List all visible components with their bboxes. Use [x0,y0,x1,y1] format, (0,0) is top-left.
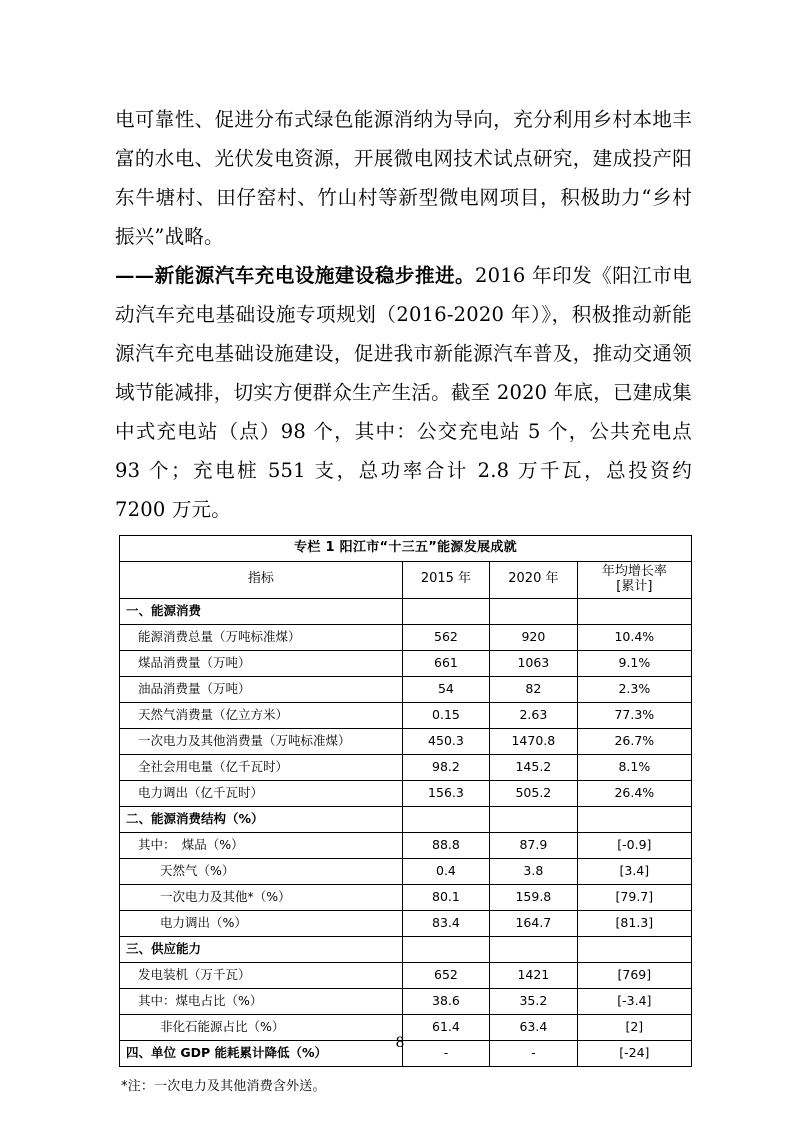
row-value-2020: 920 [490,624,578,650]
row-growth-rate [577,936,691,962]
row-value-2015: 661 [402,650,489,676]
table-row [120,832,692,858]
row-label: 一次电力及其他*（%） [120,884,403,910]
row-value-2015: 98.2 [402,754,489,780]
row-value-2015: 80.1 [402,884,489,910]
row-growth-rate: [769] [577,962,691,988]
row-value-2020: 159.8 [490,884,578,910]
table-row [120,624,692,650]
table-row [120,780,692,806]
row-label: 一次电力及其他消费量（万吨标准煤） [120,728,403,754]
row-value-2015: 88.8 [402,832,489,858]
row-growth-rate [577,806,691,832]
energy-achievements-table [119,535,692,1067]
paragraph-1: 电可靠性、促进分布式绿色能源消纳为导向，充分利用乡村本地丰富的水电、光伏发电资源，开展微电网技术试点研究，建成投产阳东牛塘村、田仔窑村、竹山村等新型微电网项目，积极助力“乡村振兴”战略。 [115,108,692,248]
row-label: 油品消费量（万吨） [120,676,403,702]
table-row [120,598,692,624]
row-value-2015: 450.3 [402,728,489,754]
table-header-row [120,562,692,599]
row-label: 四、单位 GDP 能耗累计降低（%） [120,1040,403,1066]
row-value-2020: 164.7 [490,910,578,936]
row-value-2020 [490,806,578,832]
table-row [120,650,692,676]
paragraph-2 [115,256,692,529]
row-growth-rate: 9.1% [577,650,691,676]
row-value-2020: 1470.8 [490,728,578,754]
row-value-2015 [402,806,489,832]
row-value-2015: - [402,1040,489,1066]
row-label: 天然气消费量（亿立方米） [120,702,403,728]
row-growth-rate: [81.3] [577,910,691,936]
table-row [120,702,692,728]
table-row [120,910,692,936]
row-growth-rate: 2.3% [577,676,691,702]
row-value-2020: 1421 [490,962,578,988]
row-label: 能源消费总量（万吨标准煤） [120,624,403,650]
row-growth-rate: [79.7] [577,884,691,910]
row-label: 煤品消费量（万吨） [120,650,403,676]
table-title: 专栏 1 阳江市“十三五”能源发展成就 [120,536,692,562]
row-label: 其中： 煤品（%） [120,832,403,858]
row-label: 发电装机（万千瓦） [120,962,403,988]
header-growth-rate [577,562,691,599]
row-growth-rate: [2] [577,1014,691,1040]
row-value-2015 [402,598,489,624]
table-row [120,754,692,780]
row-value-2020: 505.2 [490,780,578,806]
row-value-2015: 562 [402,624,489,650]
row-label: 一、能源消费 [120,598,403,624]
row-growth-rate: 10.4% [577,624,691,650]
table-container [115,535,692,1094]
row-value-2020: 145.2 [490,754,578,780]
row-value-2020: 82 [490,676,578,702]
row-value-2020: 1063 [490,650,578,676]
table-row [120,676,692,702]
table-row [120,728,692,754]
row-value-2020: - [490,1040,578,1066]
row-value-2015: 54 [402,676,489,702]
table-row [120,806,692,832]
header-2020: 2020 年 [490,562,578,599]
page-number: 8 [395,1035,405,1051]
row-value-2015 [402,936,489,962]
table-row [120,884,692,910]
header-indicator: 指标 [120,562,403,599]
table-row [120,858,692,884]
row-value-2015: 652 [402,962,489,988]
row-label: 电力调出（亿千瓦时） [120,780,403,806]
row-value-2015: 156.3 [402,780,489,806]
row-value-2020: 3.8 [490,858,578,884]
paragraph-2-rest: 2016 年印发《阳江市电动汽车充电基础设施专项规划（2016-2020 年）》，积极推动新能源汽车充电基础设施建设，促进我市新能源汽车普及，推动交通领域节能减排，切实方便群众生产生活。截至 2020 年底，已建成集中式充电站（点）98 个，其中：公交充电站 5 个，公共充电点 93 个；充电桩 551 支，总功率合计 2.8 万千瓦，总投资约 7200 万元。 [115,264,692,521]
row-label: 非化石能源占比（%） [120,1014,403,1040]
row-label: 三、供应能力 [120,936,403,962]
table-title-row [120,536,692,562]
header-2015: 2015 年 [402,562,489,599]
row-value-2015: 0.4 [402,858,489,884]
row-value-2020 [490,598,578,624]
row-value-2015: 0.15 [402,702,489,728]
row-value-2020: 35.2 [490,988,578,1014]
row-label: 电力调出（%） [120,910,403,936]
paragraph-2-lead: ——新能源汽车充电设施建设稳步推进。 [115,264,476,287]
row-value-2015: 61.4 [402,1014,489,1040]
row-label: 其中：煤电占比（%） [120,988,403,1014]
row-growth-rate: [-24] [577,1040,691,1066]
row-growth-rate [577,598,691,624]
header-growth-rate-line1: 年均增长率 [601,564,667,579]
row-growth-rate: [-0.9] [577,832,691,858]
table-row [120,962,692,988]
table-row [120,988,692,1014]
row-value-2020: 2.63 [490,702,578,728]
table-footnote: *注：一次电力及其他消费含外送。 [121,1078,326,1094]
row-value-2020: 87.9 [490,832,578,858]
row-growth-rate: 26.7% [577,728,691,754]
row-value-2020 [490,936,578,962]
row-growth-rate: 77.3% [577,702,691,728]
table-row [120,936,692,962]
row-label: 全社会用电量（亿千瓦时） [120,754,403,780]
row-value-2015: 83.4 [402,910,489,936]
row-growth-rate: [-3.4] [577,988,691,1014]
header-growth-rate-line2: [累计] [616,578,653,594]
row-value-2020: 63.4 [490,1014,578,1040]
row-label: 天然气（%） [120,858,403,884]
row-growth-rate: [3.4] [577,858,691,884]
row-label: 二、能源消费结构（%） [120,806,403,832]
row-value-2015: 38.6 [402,988,489,1014]
row-growth-rate: 26.4% [577,780,691,806]
row-growth-rate: 8.1% [577,754,691,780]
